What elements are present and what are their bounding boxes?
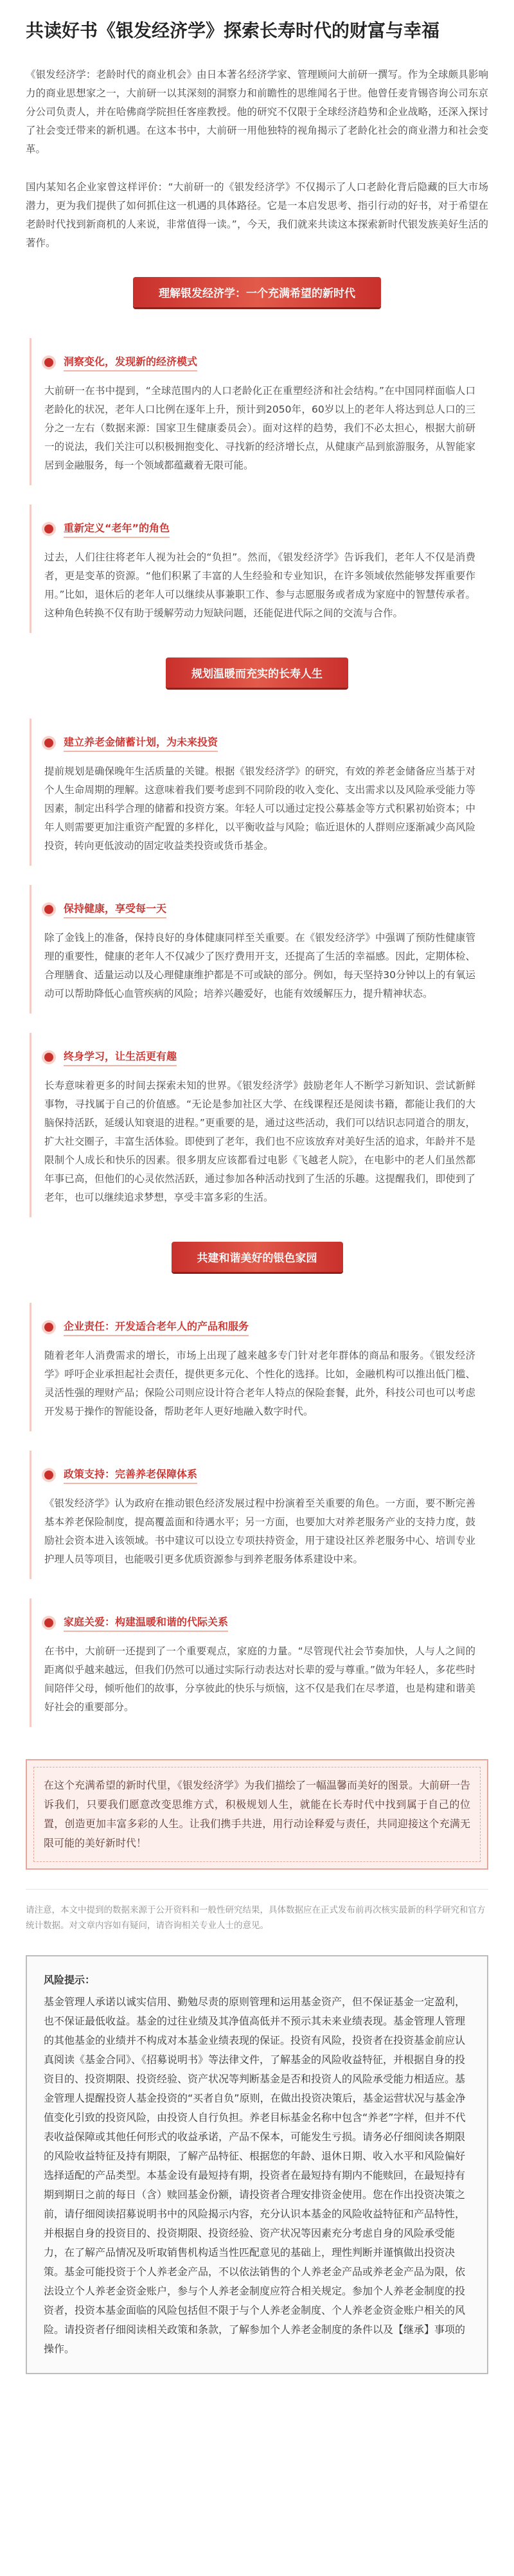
section-1-item-1 bbox=[30, 338, 488, 485]
risk-warning-box bbox=[26, 1955, 488, 2374]
section-2-item-2-heading bbox=[44, 900, 475, 918]
subheading-label: 洞察变化，发现新的经济模式 bbox=[64, 353, 197, 371]
disclaimer-note: 请注意，本文中提到的数据来源于公开资料和一般性研究结果，具体数据应在正式发布前再次核实最新的科学研究和官方统计数据。对文章内容如有疑问，请咨询相关专业人士的意见。 bbox=[26, 1889, 488, 1933]
section-1-item-2-heading bbox=[44, 520, 475, 538]
risk-warning-text: 基金管理人承诺以诚实信用、勤勉尽责的原则管理和运用基金资产，但不保证基金一定盈利，也不保证最低收益。基金的过往业绩及其净值高低并不预示其未来业绩表现。基金管理人管理的其他基金的业绩并不构成对本基金业绩表现的保证。投资有风险，投资者在投资基金前应认真阅读《基金合同》、《招募说明书》等法律文件，了解基金的风险收益特征，并根据自身的投资目的、投资期限、投资经验、资产状况等判断基金是否和投资人的风险承受能力相适应。基金管理人提醒投资人基金投资的“买者自负”原则，在做出投资决策后，基金运营状况与基金净值变化引致的投资风险，由投资人自行负担。养老目标基金名称中包含“养老”字样，但并不代表收益保障或其他任何形式的收益承诺，产品不保本，可能发生亏损。请务必仔细阅读各期限的风险收益特征及持有期限，了解产品特征、根据您的年龄、退休日期、收入水平和风险偏好选择适配的产品类型。本基金设有最短持有期，投资者在最短持有期内不能赎回，在最短持有期到期日之前的每日（含）赎回基金份额，请投资者合理安排资金使用。您在作出投资决策之前，请仔细阅读招募说明书中的风险揭示内容，充分认识本基金的风险收益特征和产品特性，并根据自身的投资目的、投资期限、投资经验、资产状况等因素充分考虑自身的风险承受能力，在了解产品情况及听取销售机构适当性匹配意见的基础上，理性判断并谨慎做出投资决策。基金可能投资于个人养老金产品，不以依法销售的个人养老金产品或养老金产品为限，依法设立个人养老金资金账户，参与个人养老金制度应符合相关规定。参加个人养老金制度的投资者，投资本基金面临的风险包括但不限于与个人养老金制度、个人养老金资金账户相关的风险。请投资者仔细阅读相关政策和条款，了解参加个人养老金制度的条件以及【继承】事项的操作。 bbox=[44, 1996, 466, 2355]
subheading-label: 重新定义“老年”的角色 bbox=[64, 520, 170, 538]
section-1-banner-wrap bbox=[26, 277, 488, 307]
subheading-label: 企业责任：开发适合老年人的产品和服务 bbox=[64, 1318, 249, 1336]
section-3-item-2-heading bbox=[44, 1466, 475, 1484]
section-3-banner: 共建和谐美好的银色家园 bbox=[172, 1242, 343, 1272]
section-2-item-2-text: 除了金钱上的准备，保持良好的身体健康同样至关重要。在《银发经济学》中强调了预防性健康管理的重要性，健康的老年人不仅减少了医疗费用开支，还提高了生活的幸福感。因此，定期体检、合理膳食、适量运动以及心理健康维护都是不可或缺的部分。例如，每天坚持30分钟以上的有氧运动可以帮助降低心血管疾病的风险；培养兴趣爱好，也能有效缓解压力，提升精神状态。 bbox=[44, 932, 475, 999]
section-2-item-2 bbox=[30, 885, 488, 1014]
section-3-item-1-text: 随着老年人消费需求的增长，市场上出现了越来越多专门针对老年群体的商品和服务。《银发经济学》呼吁企业承担起社会责任，提供更多元化、个性化的选择。比如，金融机构可以推出低门槛、灵活性强的理财产品；保险公司则应设计符合老年人特点的保险套餐，此外，科技公司也可以考虑开发易于操作的智能设备，帮助老年人更好地融入数字时代。 bbox=[44, 1350, 475, 1417]
article-title: 共读好书《银发经济学》探索长寿时代的财富与幸福 bbox=[26, 20, 440, 41]
section-1-item-2-text: 过去，人们往往将老年人视为社会的“负担”。然而，《银发经济学》告诉我们，老年人不仅是消费者，更是变革的资源。“他们积累了丰富的人生经验和专业知识，在许多领域依然能够发挥重要作用。”比如，退休后的老年人可以继续从事兼职工作、参与志愿服务或者成为家庭中的智慧传承者。这种角色转换不仅有助于缓解劳动力短缺问题，还能促进代际之间的交流与合作。 bbox=[44, 551, 475, 619]
section-2-item-3-heading bbox=[44, 1048, 475, 1066]
subheading-label: 保持健康，享受每一天 bbox=[64, 900, 166, 918]
intro-paragraph-2: 国内某知名企业家曾这样评价：“大前研一的《银发经济学》不仅揭示了人口老龄化背后隐藏的巨大市场潜力，更为我们提供了如何抓住这一机遇的具体路径。它是一本启发思考、指引行动的好书，对于希望在老龄时代找到新商机的人来说，非常值得一读。”，今天，我们就来共读这本探索新时代银发族美好生活的著作。 bbox=[26, 181, 488, 249]
section-1-item-2 bbox=[30, 505, 488, 633]
subheading-label: 终身学习，让生活更有趣 bbox=[64, 1048, 177, 1066]
bullet-dot-icon bbox=[44, 1053, 53, 1062]
bullet-dot-icon bbox=[44, 738, 53, 747]
bullet-dot-icon bbox=[44, 1323, 53, 1332]
intro-paragraph-1: 《银发经济学：老龄时代的商业机会》由日本著名经济学家、管理顾问大前研一撰写。作为全球颇具影响力的商业思想家之一，大前研一以其深刻的洞察力和前瞻性的思维闻名于世。他曾任麦肯锡咨询公司东京分公司负责人，并在哈佛商学院担任客座教授。他的研究不仅限于全球经济趋势和企业战略，还深入探讨了社会变迁带来的新机遇。在这本书中，大前研一用他独特的视角揭示了老龄化社会的商业潜力和社会变革。 bbox=[26, 69, 488, 155]
section-3-item-3-heading bbox=[44, 1614, 475, 1632]
section-1-banner: 理解银发经济学：一个充满希望的新时代 bbox=[133, 277, 381, 307]
section-2-item-3 bbox=[30, 1033, 488, 1217]
bullet-dot-icon bbox=[44, 358, 53, 367]
section-3-item-2 bbox=[30, 1451, 488, 1579]
section-3-banner-wrap bbox=[26, 1242, 488, 1272]
section-1-item-1-text: 大前研一在书中提到，“全球范围内的人口老龄化正在重塑经济和社会结构。”在中国同样面临人口老龄化的状况，老年人口比例在逐年上升，预计到2050年，60岁以上的老年人将达到总人口的三分之一左右（数据来源：国家卫生健康委员会）。面对这样的趋势，我们不必太担心，根据大前研一的说法，我们关注可以积极拥抱变化、寻找新的经济增长点，从健康产品到旅游服务，从智能家居到金融服务，每一个领域都蕴藏着无限可能。 bbox=[44, 385, 475, 471]
subheading-label: 政策支持：完善养老保障体系 bbox=[64, 1466, 197, 1484]
subheading-label: 家庭关爱：构建温暖和谐的代际关系 bbox=[64, 1614, 228, 1632]
section-2-item-1-text: 提前规划是确保晚年生活质量的关键。根据《银发经济学》的研究，有效的养老金储备应当基于对个人生命周期的理解。这意味着我们要考虑到不同阶段的收入变化、支出需求以及风险承受能力等因素，制定出科学合理的储蓄和投资方案。年轻人可以通过定投公募基金等方式积累初始资本；中年人则需要更加注重资产配置的多样化，以平衡收益与风险；临近退休的人群则应逐渐减少高风险投资，转向更低波动的固定收益类投资或货币基金。 bbox=[44, 765, 475, 852]
bullet-dot-icon bbox=[44, 1471, 53, 1480]
section-2-item-1-heading bbox=[44, 734, 475, 752]
section-2-item-3-text: 长寿意味着更多的时间去探索未知的世界。《银发经济学》鼓励老年人不断学习新知识、尝试新鲜事物，寻找属于自己的价值感。“无论是参加社区大学、在线课程还是阅读书籍，都能让我们的大脑保持活跃，延缓认知衰退的进程。”更重要的是，通过这些活动，我们可以结识志同道合的朋友，扩大社交圈子，丰富生活体验。即使到了老年，我们也不应该放弃对美好生活的追求，年龄并不是限制个人成长和快乐的因素。很多朋友应该都看过电影《飞越老人院》，在电影中的老人们虽然都年事已高，但他们的心灵依然活跃，通过参加各种活动找到了生活的乐趣。这提醒我们，即使到了老年，也可以继续追求梦想，享受丰富多彩的生活。 bbox=[44, 1080, 475, 1203]
bullet-dot-icon bbox=[44, 1618, 53, 1627]
section-1-item-1-heading bbox=[44, 353, 475, 371]
section-3-item-3-text: 在书中，大前研一还提到了一个重要观点，家庭的力量。“尽管现代社会节奏加快，人与人之间的距离似乎越来越远，但我们仍然可以通过实际行动表达对长辈的爱与尊重。”做为年轻人，多花些时间陪伴父母，倾听他们的故事，分享彼此的快乐与烦恼，这不仅是我们在尽孝道，也是构建和谐美好社会的重要部分。 bbox=[44, 1645, 475, 1713]
section-2-item-1 bbox=[30, 719, 488, 866]
subheading-label: 建立养老金储蓄计划，为未来投资 bbox=[64, 734, 218, 752]
section-3-item-1 bbox=[30, 1303, 488, 1431]
bullet-dot-icon bbox=[44, 905, 53, 914]
section-3-item-2-text: 《银发经济学》认为政府在推动银色经济发展过程中扮演着至关重要的角色。一方面，要不断完善基本养老保险制度，提高覆盖面和待遇水平；另一方面，也要加大对养老服务产业的支持力度，鼓励社会资本进入该领域。书中建议可以设立专项扶持资金，用于建设社区养老服务中心、培训专业护理人员等项目，也能吸引更多优质资源参与到养老服务体系建设中来。 bbox=[44, 1498, 475, 1565]
risk-warning-title: 风险提示： bbox=[44, 1974, 96, 1986]
section-2-banner: 规划温暖而充实的长寿人生 bbox=[166, 657, 348, 688]
section-2-banner-wrap bbox=[26, 657, 488, 688]
bullet-dot-icon bbox=[44, 524, 53, 533]
summary-box: 在这个充满希望的新时代里，《银发经济学》为我们描绘了一幅温馨而美好的图景。大前研一告诉我们，只要我们愿意改变思维方式，积极规划人生，就能在长寿时代中找到属于自己的位置，创造更加丰富多彩的人生。让我们携手共进，用行动诠释爱与责任，共同迎接这个充满无限可能的美好新时代！ bbox=[26, 1759, 488, 1870]
section-3-item-1-heading bbox=[44, 1318, 475, 1336]
section-3-item-3 bbox=[30, 1598, 488, 1727]
